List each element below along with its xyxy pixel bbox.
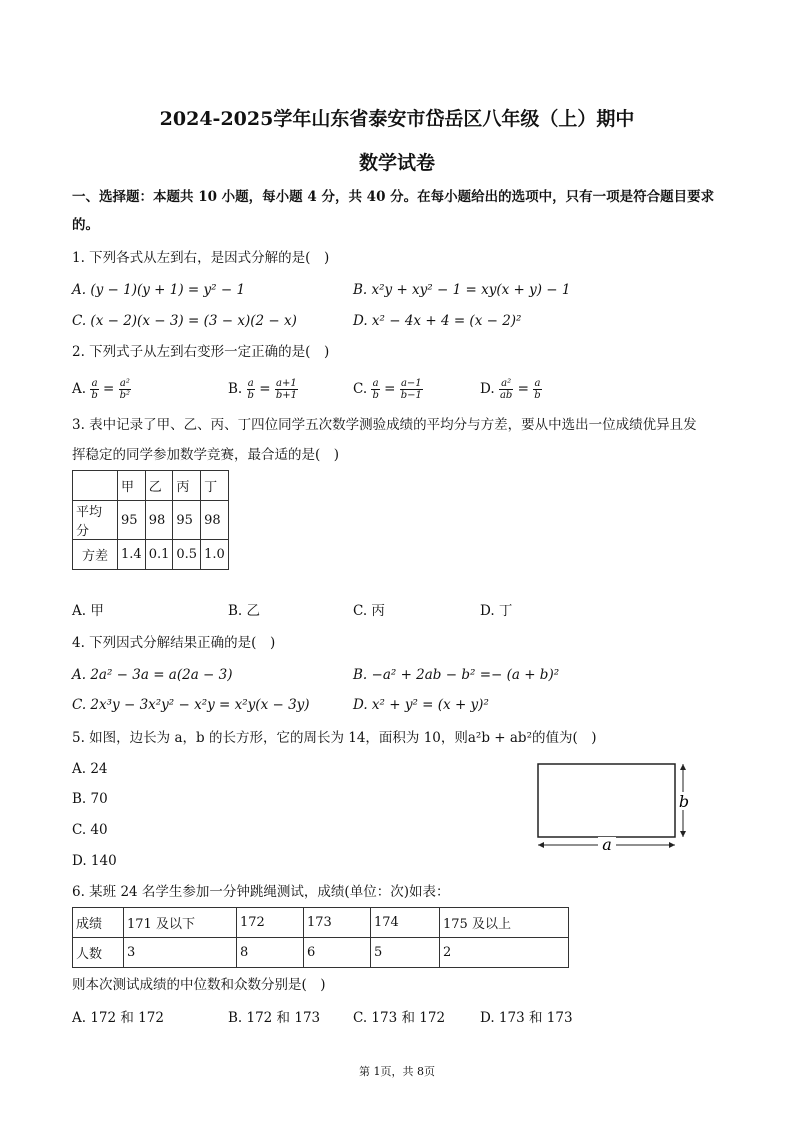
page-title: 2024-2025学年山东省泰安市岱岳区八年级（上）期中	[159, 108, 635, 130]
q4-stem: 4. 下列因式分解结果正确的是( )	[72, 635, 276, 651]
table-cell: 成绩	[73, 908, 124, 938]
table-cell: 1.0	[201, 540, 229, 570]
table-cell: 5	[371, 938, 440, 968]
section-heading: 一、选择题：本题共 10 小题，每小题 4 分，共 40 分。在每小题给出的选项中，只有一项是符合题目要求	[72, 189, 715, 205]
table-cell: 甲	[118, 471, 146, 501]
q3-option-b: B. 乙	[228, 603, 261, 619]
table-cell: 171 及以下	[124, 908, 237, 938]
q4-option-d: D. x² + y² = (x + y)²	[353, 697, 489, 713]
table-cell: 2	[440, 938, 569, 968]
table-row	[73, 501, 229, 540]
q3-stem-cont: 挥稳定的同学参加数学竞赛，最合适的是( )	[72, 447, 340, 463]
table-row	[73, 540, 229, 570]
q2-stem: 2. 下列式子从左到右变形一定正确的是( )	[72, 344, 330, 360]
q3-option-a: A. 甲	[72, 603, 104, 619]
q6-stem: 6. 某班 24 名学生参加一分钟跳绳测试，成绩(单位：次)如表：	[72, 884, 450, 900]
table-row	[73, 908, 569, 938]
a-label: a	[602, 835, 612, 854]
b-arrow-top	[680, 764, 686, 770]
table-cell: 95	[118, 501, 146, 540]
b-arrow-bottom	[680, 831, 686, 837]
table-cell: 98	[145, 501, 173, 540]
table-cell: 乙	[145, 471, 173, 501]
q1-option-c: C. (x − 2)(x − 3) = (3 − x)(2 − x)	[72, 313, 297, 329]
table-cell: 丙	[173, 471, 201, 501]
q2-option-a: A. $\frac{a}{b}$ = $\frac{\text{a²}}{\text{b²}}$	[72, 378, 131, 401]
table-cell: 丁	[201, 471, 229, 501]
q6-option-c: C. 173 和 172	[353, 1010, 446, 1026]
table-cell: 3	[124, 938, 237, 968]
table-cell: 平均分	[73, 501, 118, 540]
q5-option-c: C. 40	[72, 822, 108, 838]
q3-option-d: D. 丁	[480, 603, 513, 619]
table-cell: 98	[201, 501, 229, 540]
table-cell: 175 及以上	[440, 908, 569, 938]
q5-option-b: B. 70	[72, 791, 108, 807]
table-cell: 172	[237, 908, 304, 938]
q5-rectangle-figure	[528, 758, 700, 854]
table-cell: 173	[304, 908, 371, 938]
q6-option-b: B. 172 和 173	[228, 1010, 321, 1026]
q1-option-a: A. (y − 1)(y + 1) = y² − 1	[72, 282, 246, 298]
q1-option-d: D. x² − 4x + 4 = (x − 2)²	[353, 313, 522, 329]
table-cell: 6	[304, 938, 371, 968]
q3-table	[72, 470, 229, 570]
table-cell: 95	[173, 501, 201, 540]
q2-option-b: B. $\frac{a}{b}$ = $\frac{a+1}{b+1}$	[228, 378, 297, 401]
q3-stem: 3. 表中记录了甲、乙、丙、丁四位同学五次数学测验成绩的平均分与方差，要从中选出一位成绩优异且发	[72, 417, 697, 433]
q3-option-c: C. 丙	[353, 603, 385, 619]
q2-option-c: C. $\frac{a}{b}$ = $\frac{a-1}{b-1}$	[353, 378, 422, 401]
q1-stem: 1. 下列各式从左到右，是因式分解的是( )	[72, 250, 330, 266]
table-cell: 8	[237, 938, 304, 968]
q6-question: 则本次测试成绩的中位数和众数分别是( )	[72, 977, 326, 993]
table-cell: 174	[371, 908, 440, 938]
q4-option-c: C. 2x³y − 3x²y² − x²y = x²y(x − 3y)	[72, 697, 310, 713]
table-cell: 方差	[73, 540, 118, 570]
page-subtitle: 数学试卷	[358, 152, 435, 174]
q4-option-a: A. 2a² − 3a = a(2a − 3)	[72, 667, 233, 683]
rectangle-shape	[538, 764, 675, 837]
q1-option-b: B. x²y + xy² − 1 = xy(x + y) − 1	[353, 282, 571, 298]
q6-table	[72, 907, 569, 968]
table-row	[73, 938, 569, 968]
b-label: b	[678, 792, 690, 811]
table-cell: 人数	[73, 938, 124, 968]
q5-option-d: D. 140	[72, 853, 117, 869]
section-heading-cont: 的。	[72, 217, 99, 233]
page-footer: 第 1页，共 8页	[359, 1065, 435, 1078]
table-cell: 0.5	[173, 540, 201, 570]
table-row	[73, 471, 229, 501]
q4-option-b: B. −a² + 2ab − b² =− (a + b)²	[353, 667, 560, 683]
table-cell: 0.1	[145, 540, 173, 570]
a-arrow-left	[538, 842, 544, 848]
table-cell	[73, 471, 118, 501]
q6-option-a: A. 172 和 172	[72, 1010, 164, 1026]
table-cell: 1.4	[118, 540, 146, 570]
q5-stem: 5. 如图，边长为 a，b 的长方形，它的周长为 14，面积为 10，则a²b + ab²的值为( )	[72, 730, 597, 746]
q6-option-d: D. 173 和 173	[480, 1010, 573, 1026]
a-arrow-right	[669, 842, 675, 848]
q2-option-d: D. $\frac{\text{a²}}{ab}$ = $\frac{a}{b}$	[480, 378, 541, 401]
q5-option-a: A. 24	[72, 761, 108, 777]
